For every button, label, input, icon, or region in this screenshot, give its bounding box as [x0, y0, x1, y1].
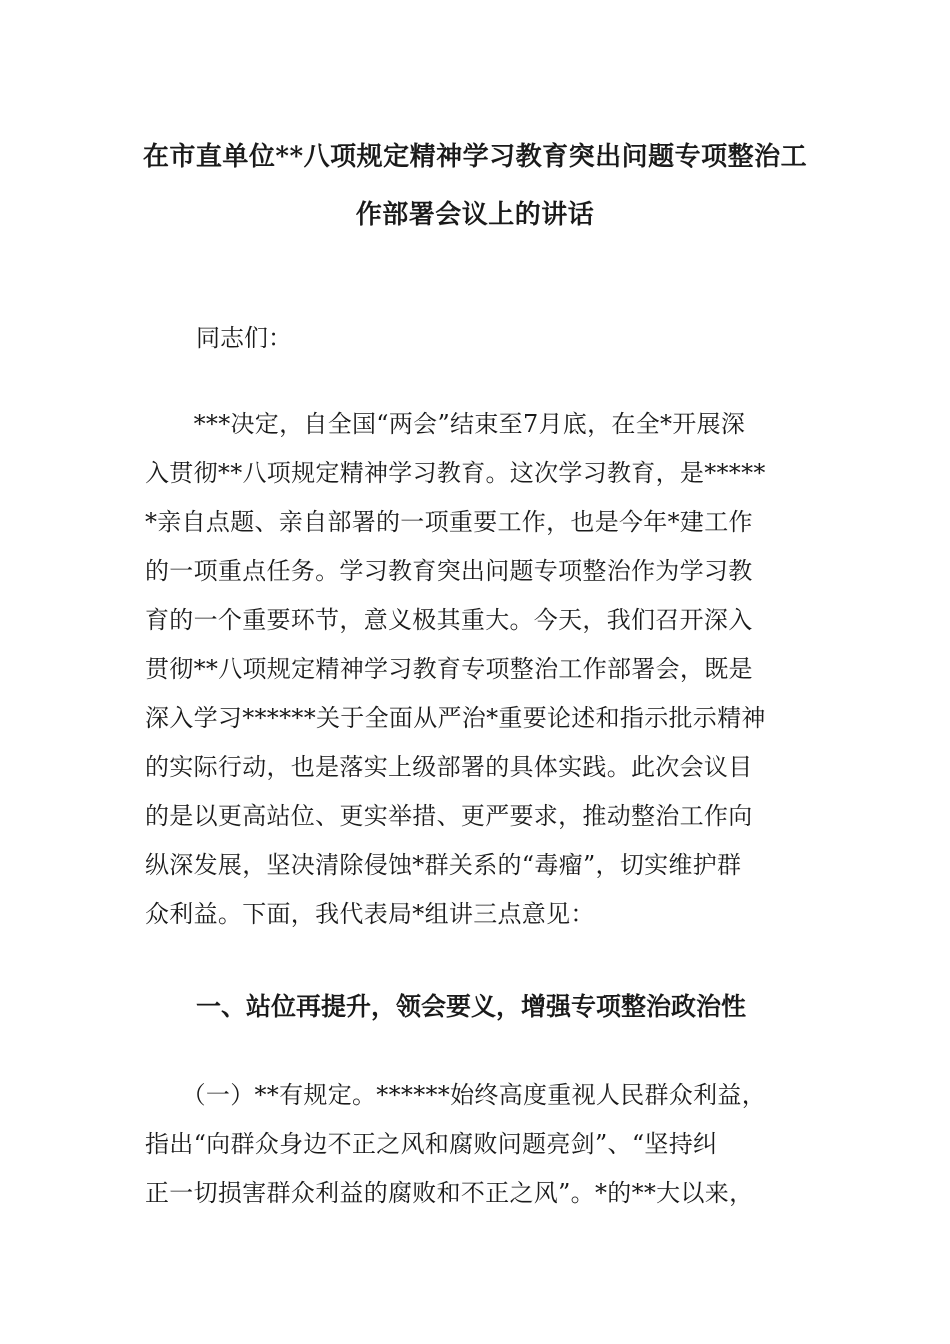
section-heading-1: 一、站位再提升，领会要义，增强专项整治政治性: [196, 992, 747, 1021]
paragraph-line: ***决定，自全国“两会”结束至7月底，在全*开展深: [145, 410, 746, 438]
paragraph-line: 贯彻**八项规定精神学习教育专项整治工作部署会，既是: [145, 655, 753, 683]
paragraph-line: 纵深发展，坚决清除侵蚀*群关系的“毒瘤”，切实维护群: [145, 851, 742, 879]
paragraph-line: 深入学习******关于全面从严治*重要论述和指示批示精神: [145, 704, 766, 732]
paragraph-line: 的实际行动，也是落实上级部署的具体实践。此次会议目: [145, 753, 753, 781]
paragraph-line: 入贯彻**八项规定精神学习教育。这次学习教育，是*****: [145, 459, 766, 487]
title-line: 在市直单位**八项规定精神学习教育突出问题专项整治工: [142, 142, 808, 172]
document-title: [140, 128, 810, 244]
title-line: 作部署会议上的讲话: [355, 200, 595, 230]
paragraph-line: 众利益。下面，我代表局*组讲三点意见：: [145, 900, 595, 928]
paragraph-line: （一）**有规定。******始终高度重视人民群众利益，: [145, 1081, 766, 1109]
salutation: 同志们：: [196, 324, 292, 352]
paragraph-line: 的是以更高站位、更实举措、更严要求，推动整治工作向: [145, 802, 753, 830]
paragraph-line: 的一项重点任务。学习教育突出问题专项整治作为学习教: [145, 557, 753, 585]
paragraph-section-1: [145, 1071, 815, 1218]
paragraph-intro: [145, 400, 815, 939]
paragraph-line: 育的一个重要环节，意义极其重大。今天，我们召开深入: [145, 606, 753, 634]
paragraph-line: *亲自点题、亲自部署的一项重要工作，也是今年*建工作: [145, 508, 753, 536]
paragraph-line: 指出“向群众身边不正之风和腐败问题亮剑”、“坚持纠: [145, 1130, 718, 1158]
paragraph-line: 正一切损害群众利益的腐败和不正之风”。*的**大以来，: [145, 1179, 754, 1207]
